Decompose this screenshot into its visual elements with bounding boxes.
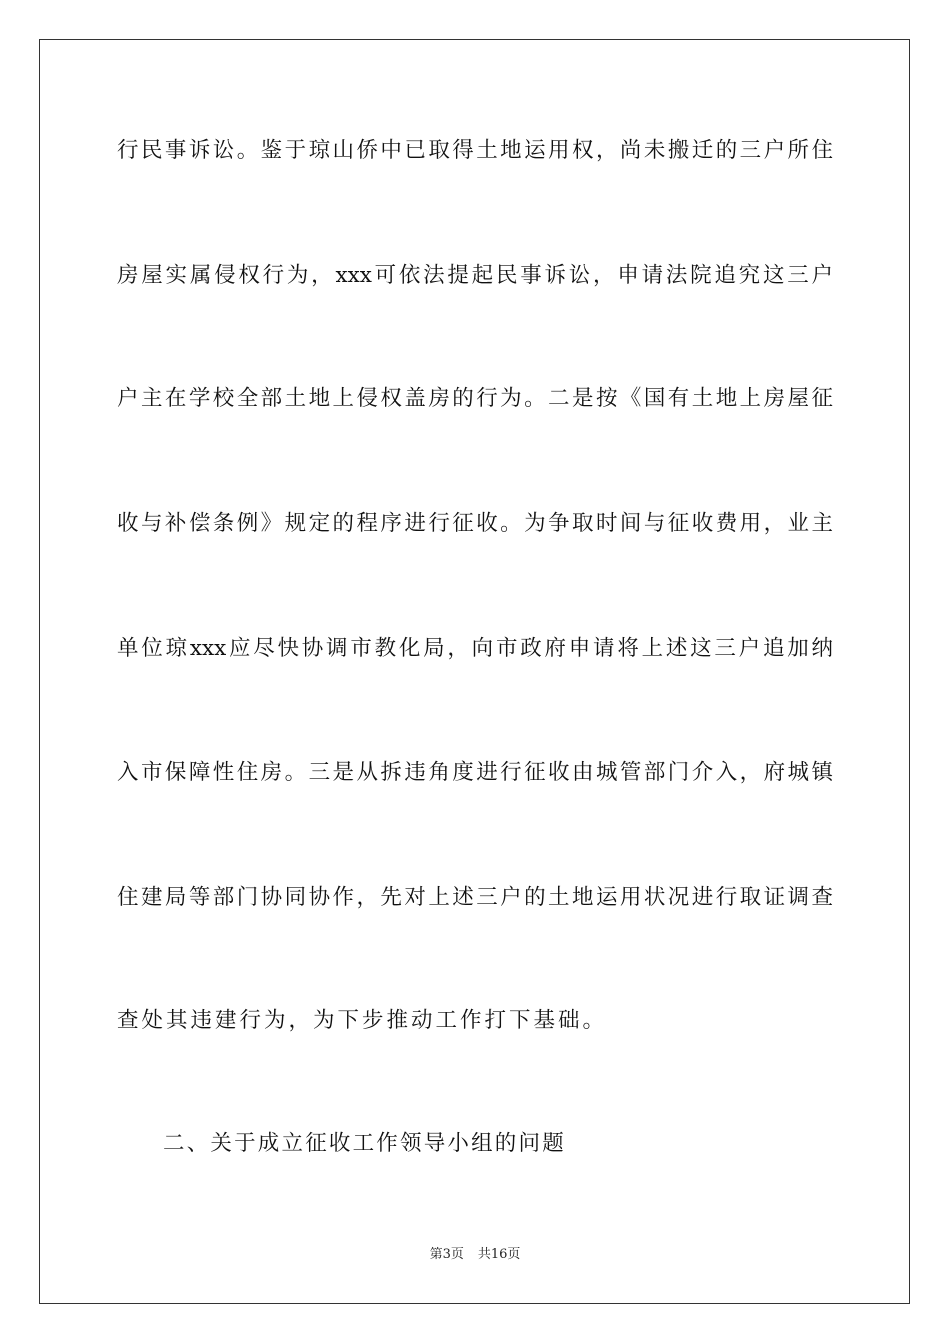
paragraph-line-5: 单位琼xxx应尽快协调市教化局，向市政府申请将上述这三户追加纳	[117, 636, 833, 661]
paragraph-line-4: 收与补偿条例》规定的程序进行征收。为争取时间与征收费用，业主	[117, 511, 833, 536]
paragraph-line-6: 入市保障性住房。三是从拆违角度进行征收由城管部门介入，府城镇	[117, 760, 833, 785]
section-heading: 二、关于成立征收工作领导小组的问题	[163, 1131, 566, 1156]
page-frame	[39, 39, 910, 1304]
paragraph-line-2: 房屋实属侵权行为，xxx可依法提起民事诉讼，申请法院追究这三户	[117, 263, 833, 288]
page-number-label: 第3页	[429, 1247, 464, 1262]
paragraph-line-1: 行民事诉讼。鉴于琼山侨中已取得土地运用权，尚未搬迁的三户所住	[117, 138, 833, 163]
paragraph-line-7: 住建局等部门协同协作，先对上述三户的土地运用状况进行取证调查	[117, 885, 833, 910]
page-total-label: 共16页	[477, 1247, 521, 1262]
paragraph-line-3: 户主在学校全部土地上侵权盖房的行为。二是按《国有土地上房屋征	[117, 386, 833, 411]
page-footer	[0, 1246, 950, 1264]
paragraph-line-8: 查处其违建行为，为下步推动工作打下基础。	[117, 1008, 608, 1033]
